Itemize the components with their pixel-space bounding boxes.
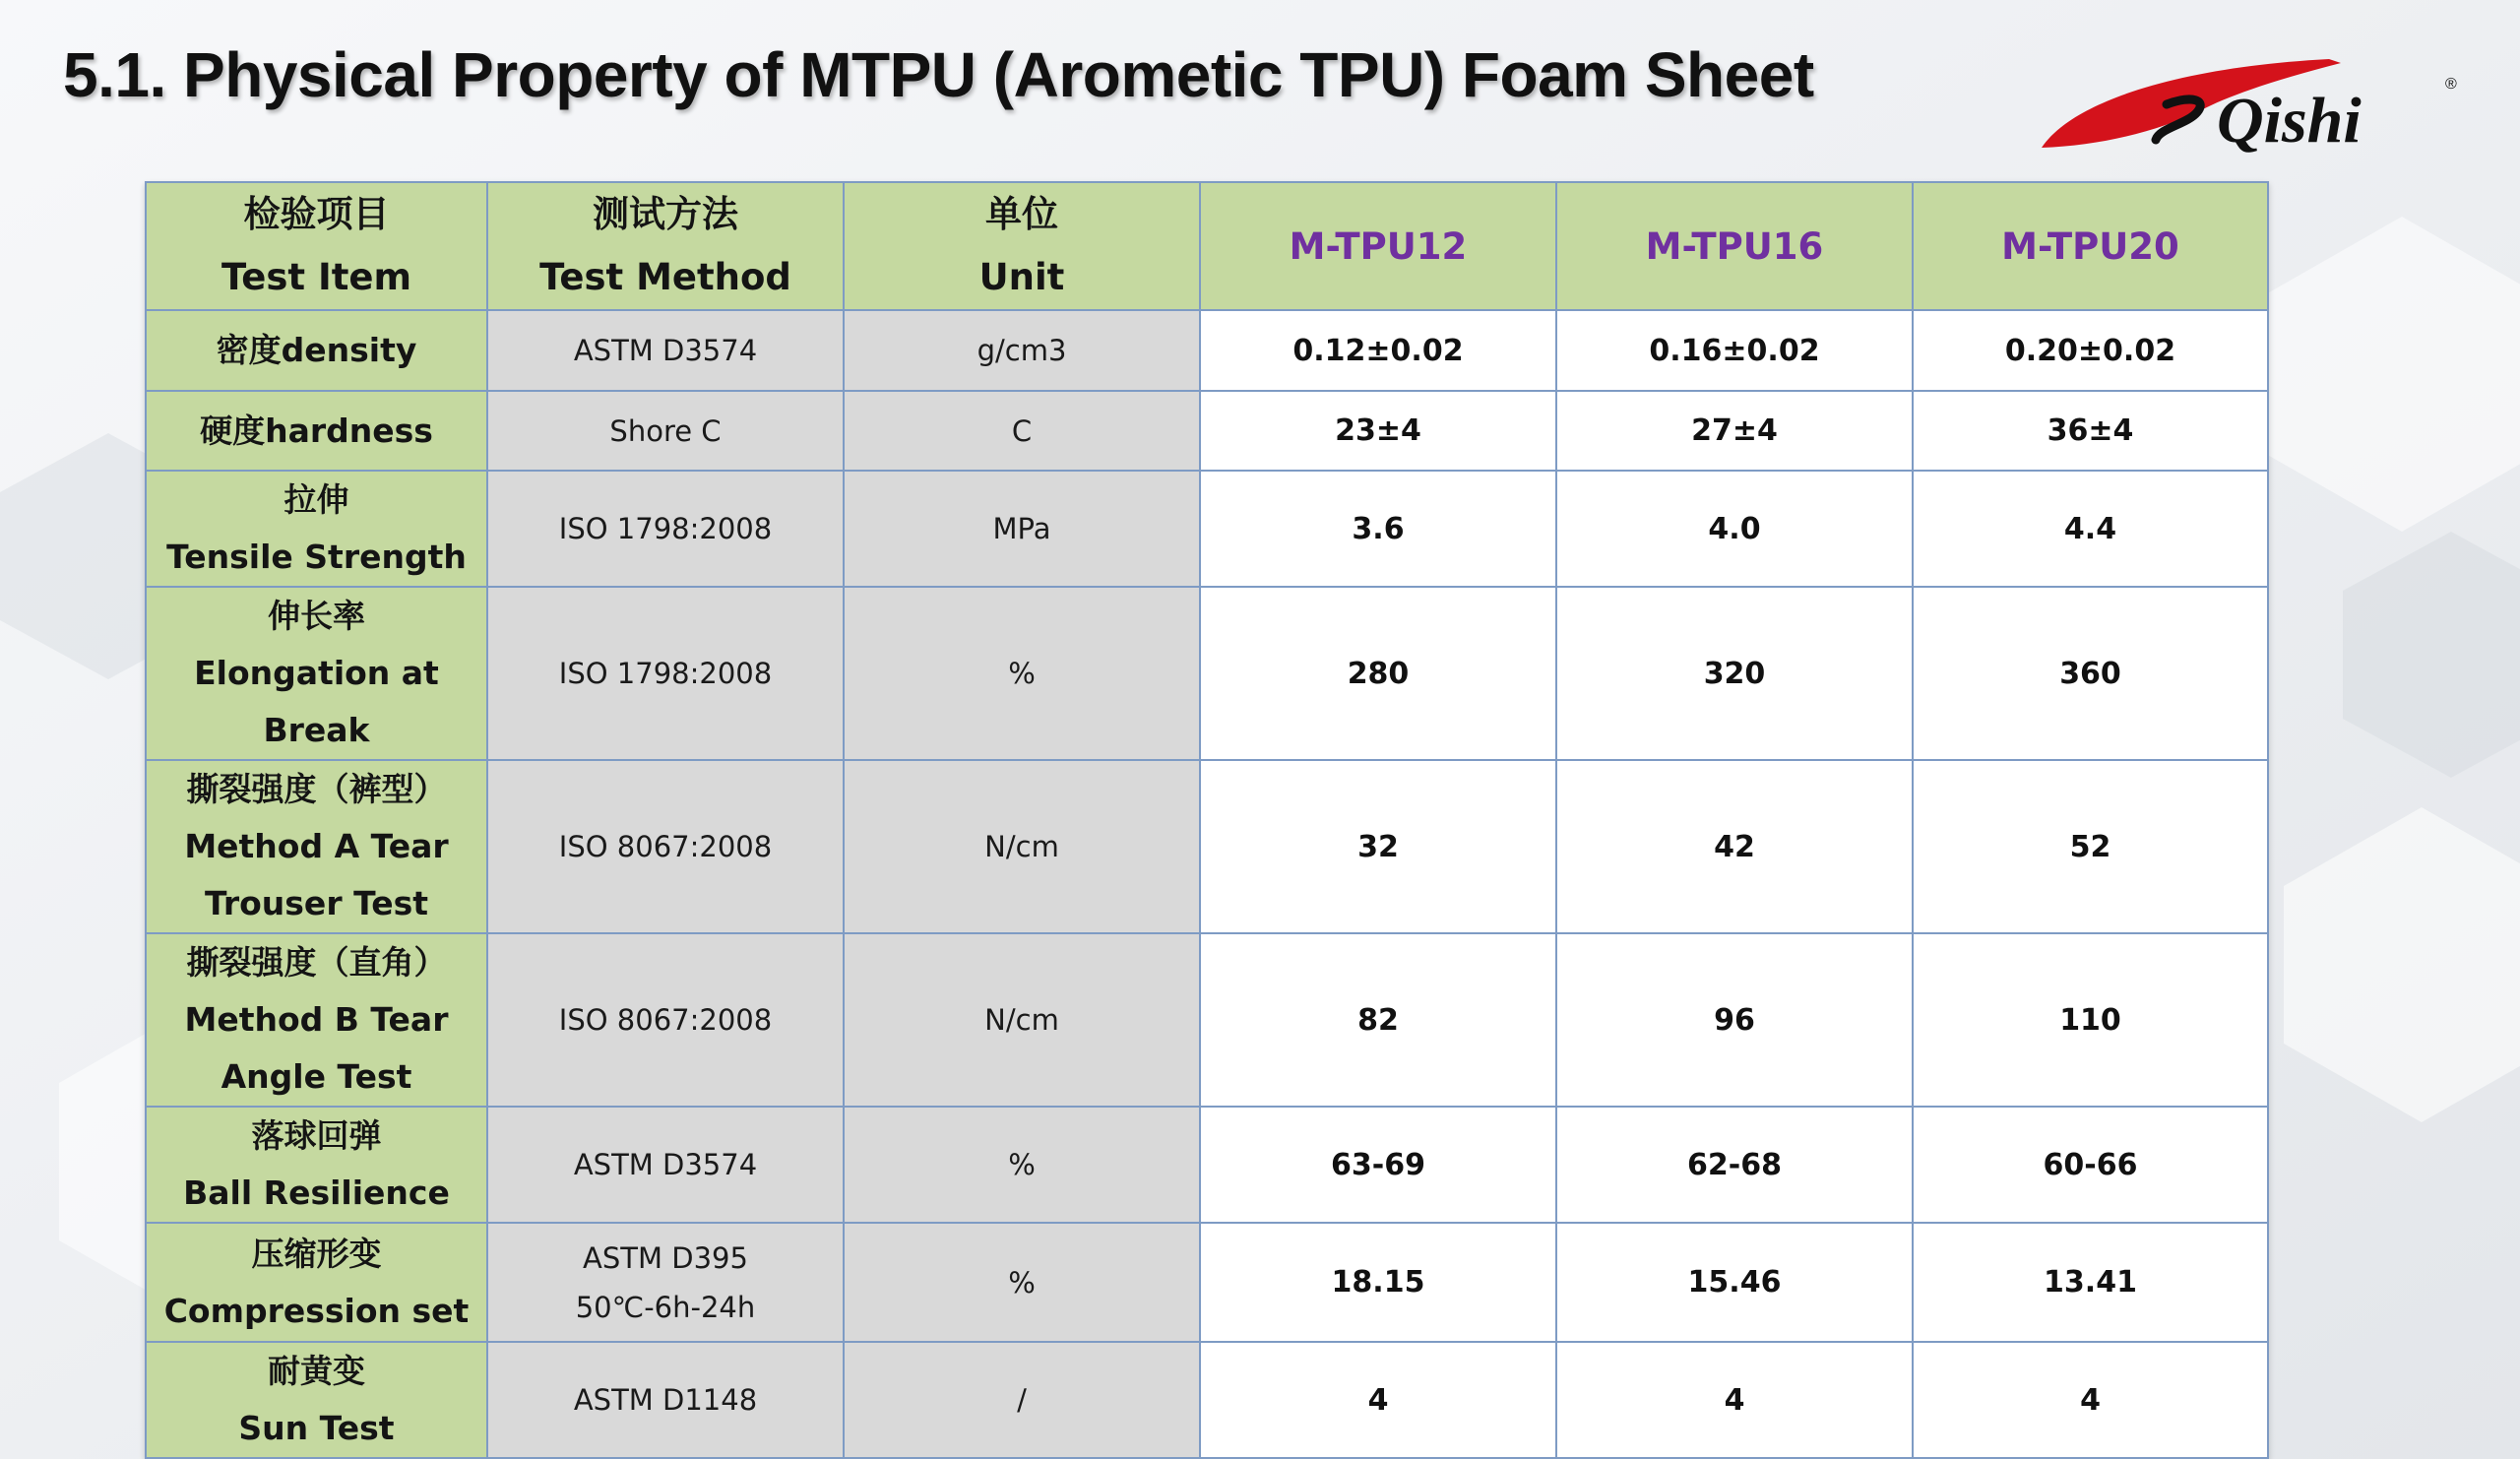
value-m-tpu16: 62-68 [1556,1107,1913,1223]
header-test-item [146,182,487,310]
test-method-cell [487,1107,844,1223]
header-test-item-en: Test Item [220,256,412,298]
test-item-cell [146,1223,487,1342]
test-item-label-cn: 伸长率 [268,597,365,635]
test-method-label: ASTM D3574 [573,1148,758,1181]
test-method-cell [487,471,844,587]
value-m-tpu20: 360 [1913,587,2268,760]
test-method-label: ASTM D3574 [573,334,758,367]
test-item-cell [146,391,487,471]
test-item-label-en: Ball Resilience [183,1174,450,1212]
test-item-label-cn: 拉伸 [284,480,349,519]
test-method-cell [487,587,844,760]
unit-cell: % [844,587,1200,760]
row-ball-resilience [146,1107,2268,1223]
test-item-cell [146,471,487,587]
test-method-label: ISO 1798:2008 [558,657,773,690]
test-item-cell [146,587,487,760]
unit-cell: / [844,1342,1200,1458]
test-method-label: ASTM D395 [583,1240,748,1275]
test-item-cell [146,933,487,1107]
header-unit [844,182,1200,310]
test-method-label: ASTM D1148 [573,1383,758,1417]
row-density [146,310,2268,391]
value-m-tpu20: 13.41 [1913,1223,2268,1342]
value-m-tpu12: 63-69 [1200,1107,1556,1223]
test-item-cell [146,1107,487,1223]
test-item-label-en: Method A Tear [184,827,449,865]
page-title: 5.1. Physical Property of MTPU (Arometic TPU) Foam Sheet [63,39,1814,110]
test-item-label: 密度density [216,331,417,369]
test-method-label: ISO 1798:2008 [558,512,773,545]
test-method-cell [487,1223,844,1342]
test-item-cell [146,1342,487,1458]
test-item-label-en-2: Angle Test [220,1057,412,1096]
test-method-cell [487,933,844,1107]
value-m-tpu16: 320 [1556,587,1913,760]
row-tensile-strength [146,471,2268,587]
row-sun-test [146,1342,2268,1458]
value-m-tpu12: 3.6 [1200,471,1556,587]
header-test-method-cn: 测试方法 [593,193,738,235]
test-item-label-en: Sun Test [238,1409,395,1447]
value-m-tpu20: 36±4 [1913,391,2268,471]
test-item-label-cn: 耐黄变 [268,1352,365,1390]
test-item-label-cn: 撕裂强度（裤型） [186,770,447,808]
header-unit-cn: 单位 [985,193,1058,235]
test-item-label-cn: 落球回弹 [251,1116,382,1155]
test-method-cell [487,1342,844,1458]
header-row [146,182,2268,310]
test-item-label-en: Tensile Strength [166,538,467,576]
svg-text:®: ® [2445,76,2457,93]
value-m-tpu16: 4 [1556,1342,1913,1458]
unit-cell: % [844,1223,1200,1342]
header-grade-m-tpu12: M-TPU12 [1200,182,1556,310]
test-item-cell [146,310,487,391]
test-item-label-cn: 压缩形变 [251,1234,382,1273]
value-m-tpu20: 0.20±0.02 [1913,310,2268,391]
header-test-item-cn: 检验项目 [243,193,390,235]
value-m-tpu20: 52 [1913,760,2268,933]
value-m-tpu20: 4.4 [1913,471,2268,587]
value-m-tpu12: 82 [1200,933,1556,1107]
test-item-label-en: Compression set [163,1291,470,1330]
row-elongation-at-break [146,587,2268,760]
unit-cell: N/cm [844,760,1200,933]
header-grade-m-tpu16: M-TPU16 [1556,182,1913,310]
test-method-cell [487,310,844,391]
value-m-tpu20: 110 [1913,933,2268,1107]
value-m-tpu16: 4.0 [1556,471,1913,587]
test-method-label: ISO 8067:2008 [558,1003,773,1037]
value-m-tpu16: 96 [1556,933,1913,1107]
svg-text:Qishi: Qishi [2217,85,2362,157]
test-method-condition: 50℃-6h-24h [575,1290,756,1324]
row-hardness [146,391,2268,471]
test-item-label: 硬度hardness [200,411,433,450]
value-m-tpu16: 0.16±0.02 [1556,310,1913,391]
header-test-method [487,182,844,310]
unit-cell: C [844,391,1200,471]
test-method-cell [487,760,844,933]
test-item-cell [146,760,487,933]
qishi-logo [2034,49,2467,158]
unit-cell: g/cm3 [844,310,1200,391]
row-compression-set [146,1223,2268,1342]
value-m-tpu16: 27±4 [1556,391,1913,471]
row-trouser-tear [146,760,2268,933]
value-m-tpu12: 32 [1200,760,1556,933]
value-m-tpu20: 60-66 [1913,1107,2268,1223]
value-m-tpu12: 0.12±0.02 [1200,310,1556,391]
unit-cell: MPa [844,471,1200,587]
value-m-tpu12: 4 [1200,1342,1556,1458]
value-m-tpu12: 18.15 [1200,1223,1556,1342]
header-grade-m-tpu20: M-TPU20 [1913,182,2268,310]
test-method-label: ISO 8067:2008 [558,830,773,863]
unit-cell: N/cm [844,933,1200,1107]
header-test-method-en: Test Method [539,256,791,298]
test-item-label-cn: 撕裂强度（直角） [186,943,447,982]
test-item-label-en: Elongation at Break [194,654,439,749]
test-method-cell [487,391,844,471]
header-unit-en: Unit [978,256,1065,298]
unit-cell: % [844,1107,1200,1223]
value-m-tpu12: 23±4 [1200,391,1556,471]
value-m-tpu12: 280 [1200,587,1556,760]
test-method-label: Shore C [609,413,722,448]
test-item-label-en-2: Trouser Test [204,884,429,922]
value-m-tpu20: 4 [1913,1342,2268,1458]
property-table [145,181,2269,1459]
value-m-tpu16: 15.46 [1556,1223,1913,1342]
row-angle-tear [146,933,2268,1107]
value-m-tpu16: 42 [1556,760,1913,933]
test-item-label-en: Method B Tear [184,1000,449,1039]
